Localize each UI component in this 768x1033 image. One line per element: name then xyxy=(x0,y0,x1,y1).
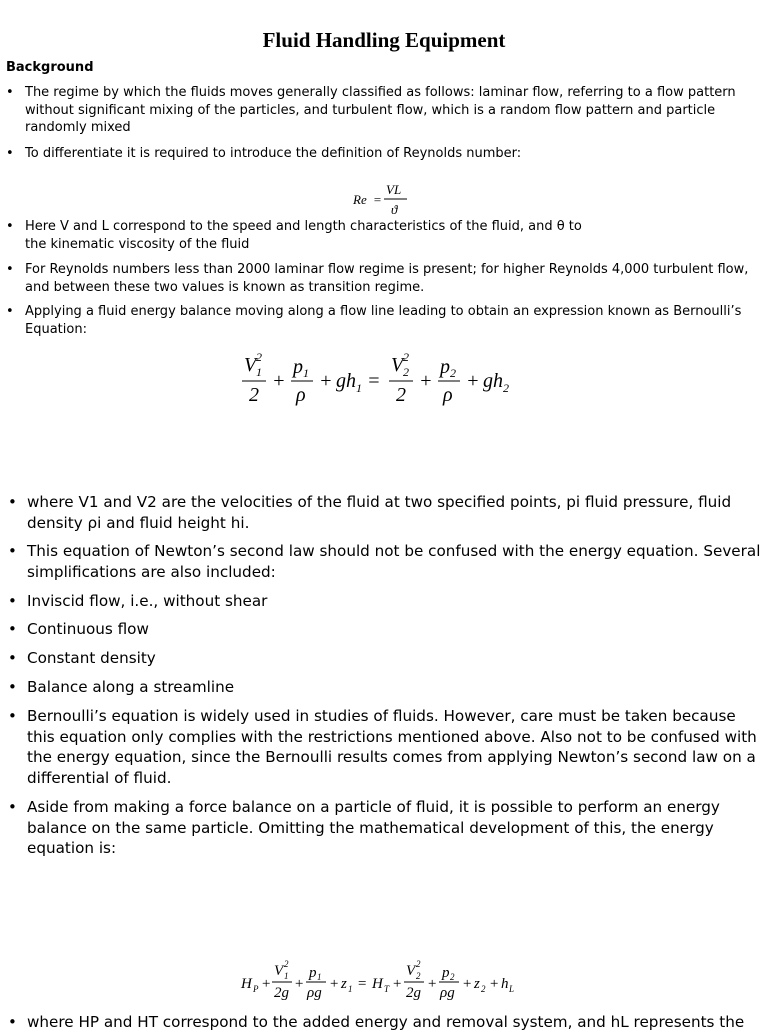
eq-p1-sub: 1 xyxy=(317,972,322,982)
eq-re: Re xyxy=(353,192,367,207)
list-item xyxy=(6,261,761,296)
list-item-text: Constant density xyxy=(27,649,156,667)
eq-v1: V xyxy=(274,963,284,979)
bullet-icon: • xyxy=(8,798,17,816)
reynolds-equation xyxy=(0,180,768,218)
list-item xyxy=(6,145,761,163)
bernoulli-equation xyxy=(0,349,768,407)
eq-2g: 2g xyxy=(406,985,421,1001)
eq-numerator: VL xyxy=(386,182,402,197)
eq-v2-sub: 2 xyxy=(416,971,421,981)
list-item xyxy=(6,303,761,338)
eq-plus: + xyxy=(329,976,340,992)
eq-hl: h xyxy=(501,976,509,992)
eq-2g: 2g xyxy=(274,985,289,1001)
eq-plus: + xyxy=(319,370,333,392)
bullet-icon: • xyxy=(6,304,14,319)
list-item-text: Inviscid flow, i.e., without shear xyxy=(27,592,268,610)
eq-v1-sup: 2 xyxy=(256,350,262,364)
bullet-icon: • xyxy=(6,219,14,234)
list-item xyxy=(8,1012,763,1033)
eq-p1: p xyxy=(309,965,317,981)
list-item xyxy=(8,797,763,859)
bullet-icon: • xyxy=(8,707,17,725)
eq-v1-sup: 2 xyxy=(284,959,289,969)
eq-rhog: ρg xyxy=(440,985,455,1001)
eq-plus: + xyxy=(261,976,272,992)
eq-denominator: ϑ xyxy=(391,202,398,217)
bullet-icon: • xyxy=(8,1013,17,1031)
eq-gh2: gh xyxy=(483,370,503,392)
eq-z1: z xyxy=(341,976,347,992)
eq-equals: = xyxy=(357,976,368,992)
eq-plus: + xyxy=(294,976,305,992)
list-item xyxy=(8,677,763,698)
eq-plus: + xyxy=(272,370,286,392)
bullet-icon: • xyxy=(6,85,14,100)
eq-hp-sub: P xyxy=(253,984,259,994)
eq-two: 2 xyxy=(249,384,259,406)
list-item xyxy=(8,492,763,533)
list-item-text: Applying a fluid energy balance moving along a flow line leading to obtain an expression known as Bernoulli’s Equation: xyxy=(25,304,742,337)
energy-equation xyxy=(0,958,768,1006)
list-item xyxy=(6,84,761,137)
list-item-text: The regime by which the fluids moves generally classified as follows: laminar flow, referring to a flow pattern without significant mixing of the particles, and turbulent flow, which is a random flow pattern and particle randomly mixed xyxy=(25,85,736,135)
eq-v2-sup: 2 xyxy=(416,959,421,969)
list-item-text: Balance along a streamline xyxy=(27,678,235,696)
eq-ht-sub: T xyxy=(384,984,390,994)
page-title: Fluid Handling Equipment xyxy=(262,28,506,52)
eq-rhog: ρg xyxy=(307,985,322,1001)
list-item-text: This equation of Newton’s second law should not be confused with the energy equation. Several simplifications are also included: xyxy=(27,542,761,581)
eq-v2-sub: 2 xyxy=(403,365,409,379)
list-item-text: where V1 and V2 are the velocities of the fluid at two specified points, pi fluid pressure, fluid density ρi and fluid height hi. xyxy=(27,493,732,532)
eq-equals: = xyxy=(373,192,382,207)
bullet-icon: • xyxy=(6,262,14,277)
eq-two: 2 xyxy=(396,384,406,406)
eq-v2-sup: 2 xyxy=(403,350,409,364)
eq-h2-sub: 2 xyxy=(503,381,509,395)
eq-plus: + xyxy=(419,370,433,392)
eq-hl-sub: L xyxy=(509,984,515,994)
section-heading: Background xyxy=(6,60,94,75)
list-item xyxy=(8,706,763,788)
list-item xyxy=(8,541,763,582)
eq-v1-sub: 1 xyxy=(256,365,262,379)
eq-v1: V xyxy=(244,354,257,376)
list-item xyxy=(8,591,763,612)
eq-z2: z xyxy=(474,976,480,992)
eq-plus: + xyxy=(466,370,480,392)
eq-plus: + xyxy=(427,976,438,992)
list-item-text: Bernoulli’s equation is widely used in studies of fluids. However, care must be taken because this equation only complies with the restrictions mentioned above. Also not to be confused with the energy equation, since the Bernoulli results comes from applying Newton’s second law on a differential of fluid. xyxy=(27,707,757,787)
bullet-icon: • xyxy=(8,649,17,667)
eq-plus: + xyxy=(462,976,473,992)
list-item xyxy=(8,619,763,640)
eq-rho: ρ xyxy=(296,384,306,406)
list-item-text: For Reynolds numbers less than 2000 laminar flow regime is present; for higher Reynolds 4,000 turbulent flow, and between these two values is known as transition regime. xyxy=(25,262,749,295)
bullet-icon: • xyxy=(8,678,17,696)
list-item-text: Here V and L correspond to the speed and length characteristics of the fluid, and θ to the kinematic viscosity of the fluid xyxy=(25,219,582,252)
list-item-text: Continuous flow xyxy=(27,620,149,638)
eq-p1: p xyxy=(293,356,303,378)
list-item xyxy=(8,648,763,669)
eq-p2: p xyxy=(440,356,450,378)
eq-plus: + xyxy=(489,976,500,992)
list-item-text: To differentiate it is required to introduce the definition of Reynolds number: xyxy=(25,146,522,161)
eq-plus: + xyxy=(392,976,403,992)
bullet-icon: • xyxy=(8,592,17,610)
eq-hp: H xyxy=(241,976,252,992)
eq-rho: ρ xyxy=(443,384,453,406)
list-item xyxy=(6,218,585,253)
eq-v1-sub: 1 xyxy=(284,971,289,981)
bullet-icon: • xyxy=(8,542,17,560)
eq-v2: V xyxy=(406,963,416,979)
eq-equals: = xyxy=(367,370,381,392)
eq-h1-sub: 1 xyxy=(356,381,362,395)
eq-gh1: gh xyxy=(336,370,356,392)
list-item-text: Aside from making a force balance on a particle of fluid, it is possible to perform an energy balance on the same particle. Omitting the mathematical development of this, the energy equation is: xyxy=(27,798,720,857)
list-item-text: where HP and HT correspond to the added energy and removal system, and hL represents the xyxy=(27,1013,745,1031)
bullet-icon: • xyxy=(8,493,17,511)
bullet-icon: • xyxy=(6,146,14,161)
eq-p2: p xyxy=(442,965,450,981)
eq-p2-sub: 2 xyxy=(450,366,456,380)
bullet-icon: • xyxy=(8,620,17,638)
eq-v2: V xyxy=(391,354,404,376)
eq-z2-sub: 2 xyxy=(481,984,486,994)
eq-z1-sub: 1 xyxy=(348,984,353,994)
eq-p2-sub: 2 xyxy=(450,972,455,982)
eq-ht: H xyxy=(372,976,383,992)
eq-p1-sub: 1 xyxy=(303,366,309,380)
